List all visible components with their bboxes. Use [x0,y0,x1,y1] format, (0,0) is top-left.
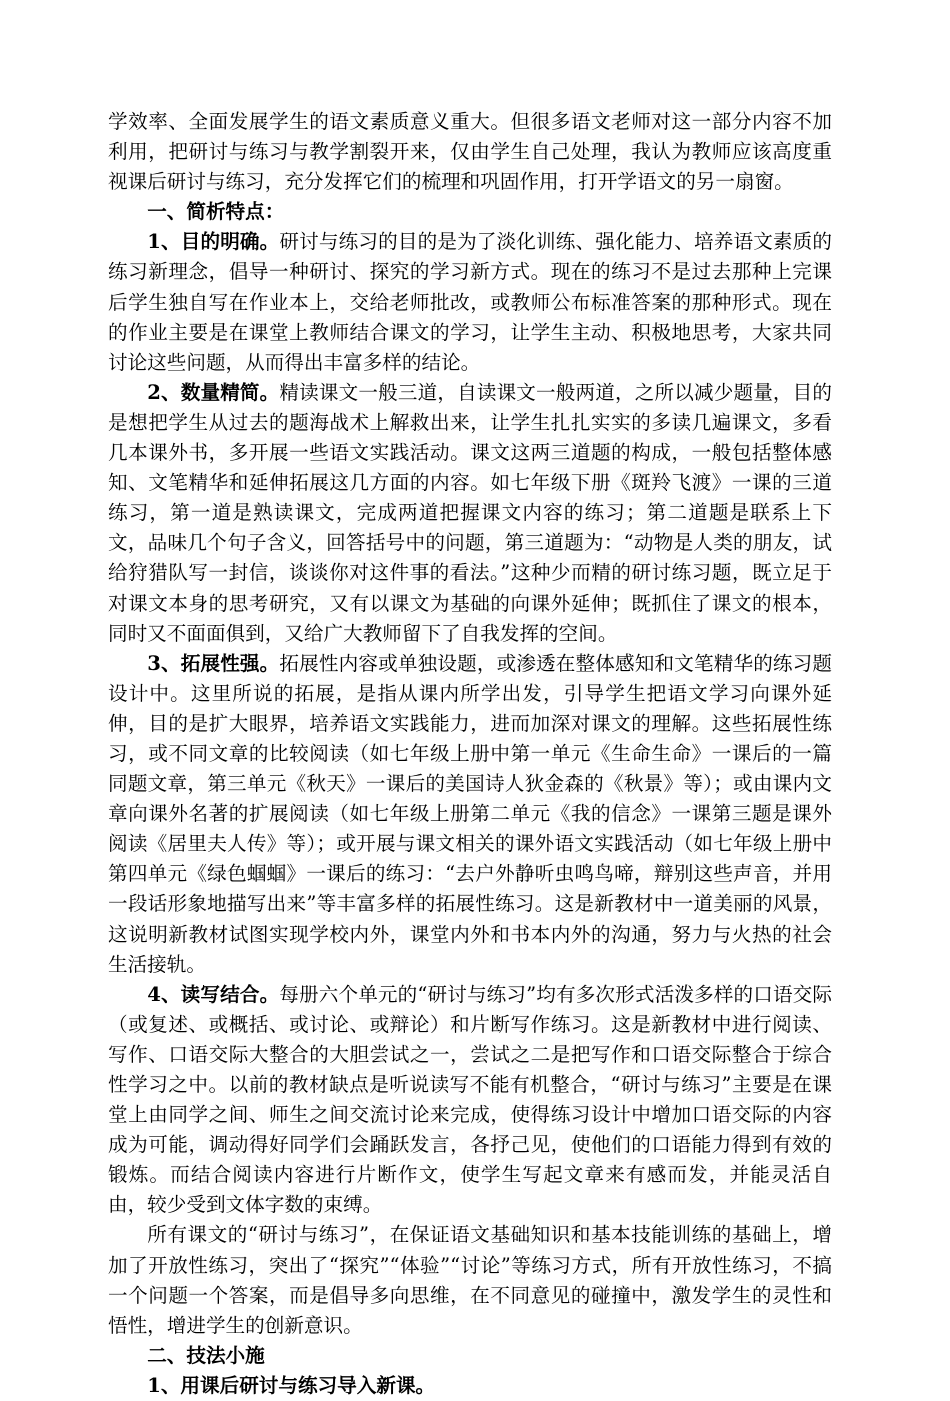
feature-3-title: 3、拓展性强。 [147,651,280,675]
intro-paragraph: 学效率、全面发展学生的语文素质意义重大。但很多语文老师对这一部分内容不加利用，把研讨与练习与教学割裂开来，仅由学生自己处理，我认为教师应该高度重视课后研讨与练习，充分发挥它们的梳理和巩固作用，打开学语文的另一扇窗。 [108,110,832,194]
feature-4-text: 每册六个单元的“研讨与练习”均有多次形式活泼多样的口语交际（或复述、或概括、或讨论、或辩论）和片断写作练习。这是新教材中进行阅读、写作、口语交际大整合的大胆尝试之一，尝试之二是把写作和口语交际整合于综合性学习之中。以前的教材缺点是听说读写不能有机整合，“研讨与练习”主要是在课堂上由同学之间、师生之间交流讨论来完成，使得练习设计中增加口语交际的内容成为可能，调动得好同学们会踊跃发言，各抒己见，使他们的口语能力得到有效的锻炼。而结合阅读内容进行片断作文，使学生写起文章来有感而发，并能灵活自由，较少受到文体字数的束缚。 [108,982,832,1217]
feature-1-paragraph [108,227,832,377]
feature-2-paragraph [108,378,832,649]
summary-paragraph: 所有课文的“研讨与练习”，在保证语文基础知识和基本技能训练的基础上，增加了开放性练习，突出了“探究”“体验”“讨论”等练习方式，所有开放性练习，不搞一个问题一个答案，而是倡导多向思维，在不同意见的碰撞中，激发学生的灵性和悟性，增进学生的创新意识。 [108,1223,832,1337]
section-one-heading: 一、简析特点： [147,200,285,224]
feature-4-paragraph [108,980,832,1221]
feature-3-paragraph [108,649,832,980]
feature-1-title: 1、目的明确。 [147,230,280,254]
section-two-heading: 二、技法小施 [147,1343,265,1367]
feature-1-text: 研讨与练习的目的是为了淡化训练、强化能力、培养语文素质的练习新理念，倡导一种研讨、探究的学习新方式。现在的练习不是过去那种上完课后学生独自写在作业本上，交给老师批改，或教师公布标准答案的那种形式。现在的作业主要是在课堂上教师结合课文的学习，让学生主动、积极地思考，大家共同讨论这些问题，从而得出丰富多样的结论。 [108,230,833,374]
feature-3-text: 拓展性内容或单独设题，或渗透在整体感知和文笔精华的练习题设计中。这里所说的拓展，是指从课内所学出发，引导学生把语文学习向课外延伸，目的是扩大眼界，培养语文实践能力，进而加深对课文的理解。这些拓展性练习，或不同文章的比较阅读（如七年级上册中第一单元《生命生命》一课后的一篇同题文章，第三单元《秋天》一课后的美国诗人狄金森的《秋景》等）；或由课内文章向课外名著的扩展阅读（如七年级上册第二单元《我的信念》一课第三题是课外阅读《居里夫人传》等）；或开展与课文相关的课外语文实践活动（如七年级上册中第四单元《绿色蝈蝈》一课后的练习：“去户外静听虫鸣鸟啼，辩别这些声音，并用一段话形象地描写出来”等丰富多样的拓展性练习。这是新教材中一道美丽的风景，这说明新教材试图实现学校内外，课堂内外和书本内外的沟通，努力与火热的社会生活接轨。 [108,651,833,976]
feature-4-title: 4、读写结合。 [147,982,280,1006]
feature-2-text: 精读课文一般三道，自读课文一般两道，之所以减少题量，目的是想把学生从过去的题海战术上解救出来，让学生扎扎实实的多读几遍课文，多看几本课外书，多开展一些语文实践活动。课文这两三道题的构成，一般包括整体感知、文笔精华和延伸拓展这几方面的内容。如七年级下册《斑羚飞渡》一课的三道练习，第一道是熟读课文，完成两道把握课文内容的练习；第二道题是联系上下文，品味几个句子含义，回答括号中的问题，第三道题为：“动物是人类的朋友，试给狩猎队写一封信，谈谈你对这件事的看法。”这种少而精的研讨练习题，既立足于对课文本身的思考研究，又有以课文为基础的向课外延伸；既抓住了课文的根本，同时又不面面俱到，又给广大教师留下了自我发挥的空间。 [108,380,833,645]
feature-2-title: 2、数量精简。 [147,380,280,404]
section-two-item-1-heading: 1、用课后研讨与练习导入新课。 [147,1373,436,1397]
